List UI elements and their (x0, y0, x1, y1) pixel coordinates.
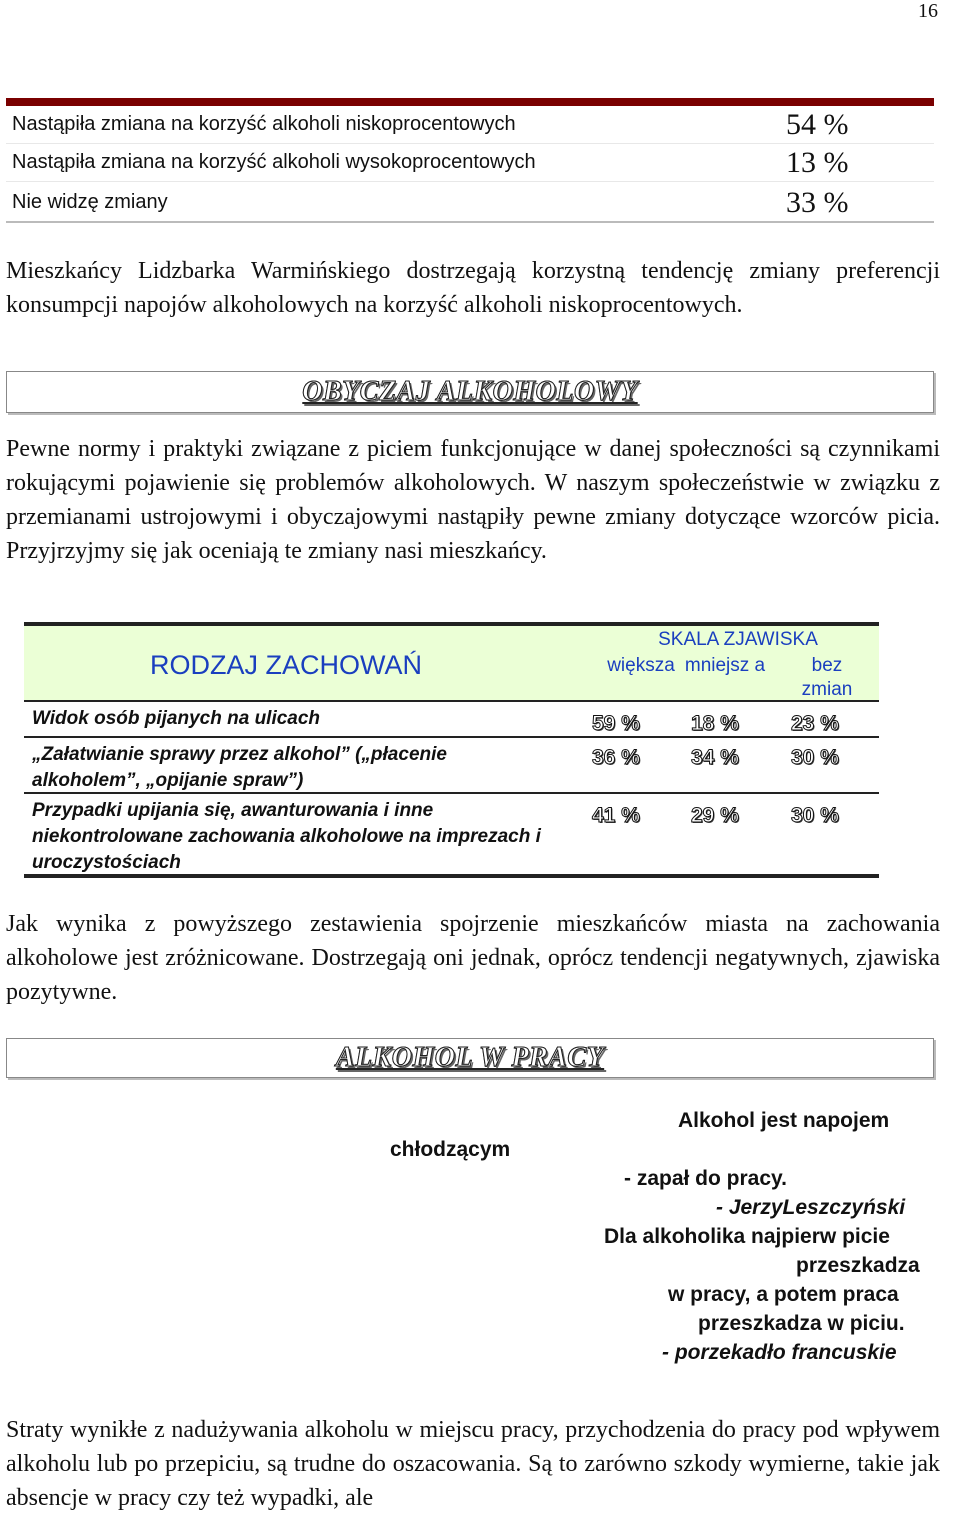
behaviour-table-header (24, 622, 879, 702)
column-header: większa (607, 655, 675, 676)
quote-author: - JerzyLeszczyński (716, 1196, 906, 1219)
section-heading-box (6, 1038, 934, 1078)
table-top-rule (6, 98, 934, 106)
quote-line: przeszkadza w piciu. (698, 1312, 905, 1335)
result-label: Nastąpiła zmiana na korzyść alkoholi wysokoprocentowych (12, 151, 536, 173)
result-label: Nastąpiła zmiana na korzyść alkoholi niskoprocentowych (12, 113, 516, 135)
behaviour-value: 30 % (791, 804, 839, 827)
result-value: 54 % (786, 107, 849, 141)
paragraph-workplace: Straty wynikłe z nadużywania alkoholu w miejscu pracy, przychodzenia do pracy pod wpływem alkoholu lub po przepiciu, są trudne do oszacowania. Są to zarówno szkody wymierne, takie jak absencje w pracy czy też wypadki, ale (6, 1417, 940, 1511)
behaviour-value: 18 % (691, 712, 739, 735)
page-number: 16 (918, 0, 938, 22)
paragraph-preferences: Mieszkańcy Lidzbarka Warmińskiego dostrzegają korzystną tendencję zmiany preferencji konsumpcji napojów alkoholowych na korzyść alkoholi niskoprocentowych. (6, 258, 940, 318)
column-header: bez zmian (801, 655, 853, 700)
results-table (6, 98, 934, 223)
column-header: mniejsz a (684, 655, 766, 676)
behaviour-value: 29 % (691, 804, 739, 827)
behaviour-value: 30 % (791, 746, 839, 769)
behaviour-table-title: RODZAJ ZACHOWAŃ (150, 650, 422, 680)
table-row (24, 702, 879, 738)
quote-line: w pracy, a potem praca (668, 1283, 899, 1306)
behaviour-value: 34 % (691, 746, 739, 769)
behaviour-label: Widok osób pijanych na ulicach (32, 708, 321, 729)
section-heading-box (6, 371, 934, 413)
section-heading: OBYCZAJ ALKOHOLOWY (302, 376, 638, 407)
section-heading: ALKOHOL W PRACY (335, 1042, 605, 1073)
behaviour-label: Przypadki upijania się, awanturowania i inne niekontrolowane zachowania alkoholowe na imprezach i uroczystościach (32, 800, 541, 873)
result-label: Nie widzę zmiany (12, 191, 168, 213)
behaviour-value: 41 % (592, 804, 640, 827)
quote-line: chłodzącym (390, 1138, 511, 1161)
table-row (24, 738, 879, 794)
quote-author: - porzekadło francuskie (662, 1341, 897, 1364)
quote-line: przeszkadza (796, 1254, 920, 1277)
behaviour-value: 36 % (592, 746, 640, 769)
paragraph-customs: Pewne normy i praktyki związane z piciem funkcjonujące w danej społeczności są czynnikami rokującymi pojawienie się problemów alkoholowych. W naszym społeczeństwie w związku z przemianami ustrojowymi i obyczajowymi nastąpiły pewne zmiany dotyczące wzorców picia. Przyjrzyjmy się jak oceniają te zmiany nasi mieszkańcy. (6, 436, 940, 564)
table-row (6, 144, 934, 182)
table-row (6, 106, 934, 144)
paragraph-summary: Jak wynika z powyższego zestawienia spojrzenie mieszkańców miasta na zachowania alkoholowe jest zróżnicowane. Dostrzegają oni jednak, oprócz tendencji negatywnych, zjawiska pozytywne. (6, 911, 940, 1005)
behaviour-label: „Załatwianie sprawy przez alkohol” („płacenie alkoholem”, „opijanie spraw”) (32, 744, 447, 791)
table-row (6, 184, 934, 223)
behaviour-value: 23 % (791, 712, 839, 735)
scale-label: SKALA ZJAWISKA (658, 629, 818, 650)
quote-line: - zapał do pracy. (624, 1167, 787, 1190)
behaviour-table (24, 622, 879, 884)
result-value: 33 % (786, 185, 849, 219)
quote-line: Dla alkoholika najpierw picie (604, 1225, 890, 1248)
quote-line: Alkohol jest napojem (678, 1109, 890, 1132)
table-row (24, 794, 879, 878)
result-value: 13 % (786, 145, 849, 179)
behaviour-value: 59 % (592, 712, 640, 735)
